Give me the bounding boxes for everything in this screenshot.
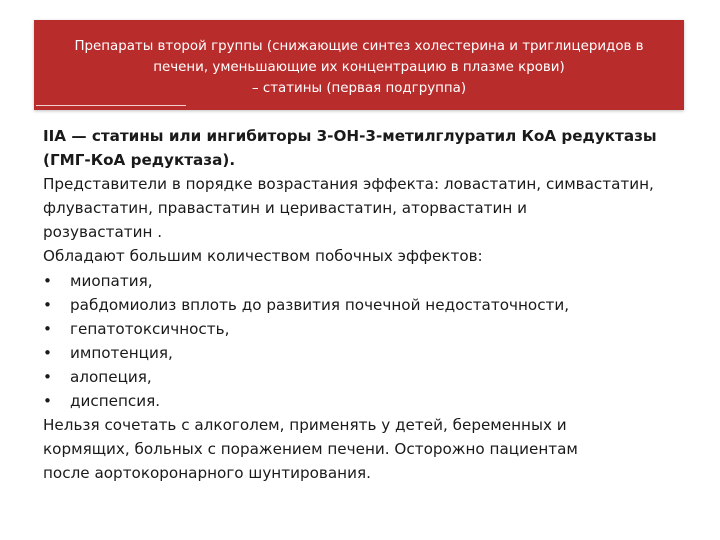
list-item [43, 365, 708, 389]
slide-title-line-1: Препараты второй группы (снижающие синтез холестерина и триглицеридов в [74, 39, 644, 54]
list-item [43, 293, 708, 317]
slide-body [43, 124, 708, 485]
statins-definition-line-1: IIА — статины или ингибиторы 3-ОН-3-метилглуратил КоА редуктазы [43, 127, 657, 145]
representatives-line-1: Представители в порядке возрастания эффекта: ловастатин, симвастатин, [43, 175, 654, 194]
contraindications-paragraph [43, 413, 708, 485]
representatives-line-3: розувастатин . [43, 223, 163, 242]
list-item [43, 389, 708, 413]
side-effects-list [43, 269, 708, 414]
side-effect-rhabdomyolysis: рабдомиолиз вплоть до развития почечной недостаточности, [70, 295, 570, 314]
bullet-marker: • [43, 295, 52, 314]
bullet-marker: • [43, 343, 52, 362]
bullet-marker: • [43, 392, 52, 411]
side-effect-alopecia: алопеция, [70, 367, 152, 386]
bullet-marker: • [43, 271, 52, 290]
representatives-line-2: флувастатин, правастатин и церивастатин, аторвастатин и [43, 199, 528, 218]
title-underline-divider [36, 105, 186, 106]
statins-definition [43, 124, 708, 172]
statins-definition-line-2: (ГМГ-КоА редуктаза). [43, 151, 236, 170]
contraindications-line-1: Нельзя сочетать с алкоголем, применять у детей, беременных и [43, 416, 567, 435]
contraindications-line-2: кормящих, больных с поражением печени. Осторожно пациентам [43, 440, 578, 459]
contraindications-line-3: после аортокоронарного шунтирования. [43, 464, 371, 483]
slide-title-line-2: печени, уменьшающие их концентрацию в плазме крови) [153, 60, 565, 75]
list-item [43, 269, 708, 293]
side-effect-dyspepsia: диспепсия. [70, 392, 161, 411]
list-item [43, 317, 708, 341]
bullet-marker: • [43, 367, 52, 386]
side-effect-impotence: импотенция, [70, 343, 173, 362]
side-effect-myopathy: миопатия, [70, 271, 153, 290]
side-effects-intro: Обладают большим количеством побочных эффектов: [43, 247, 483, 266]
slide-title-line-3: – статины (первая подгруппа) [251, 81, 467, 96]
representatives-paragraph [43, 172, 708, 244]
slide-title-banner [34, 20, 684, 110]
list-item [43, 341, 708, 365]
side-effect-hepatotoxicity: гепатотоксичность, [70, 319, 230, 338]
bullet-marker: • [43, 319, 52, 338]
